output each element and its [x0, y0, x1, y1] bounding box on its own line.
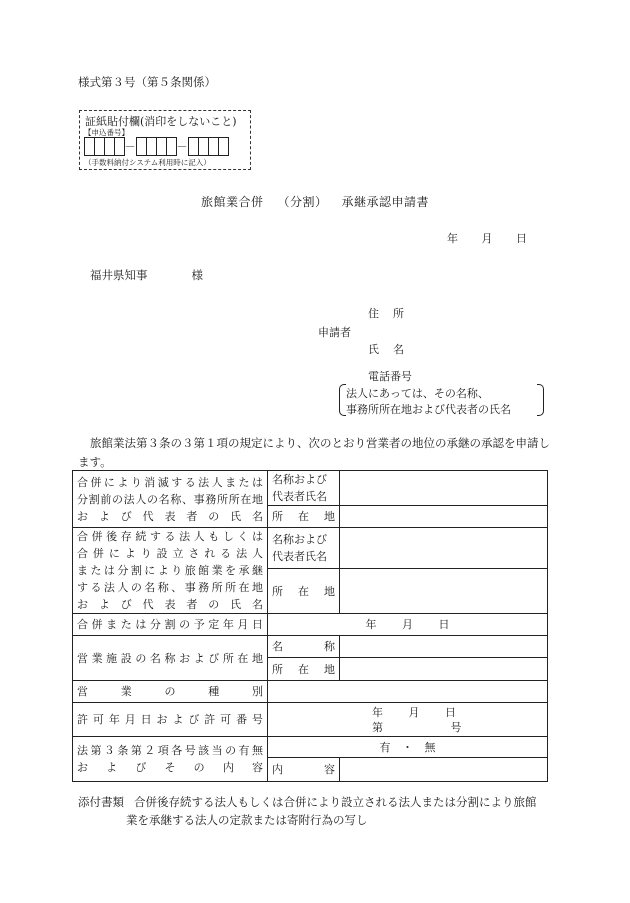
corporation-note-line1: 法人にあっては、その名称、: [346, 387, 489, 400]
address-label: 住所: [368, 307, 418, 320]
application-number-label: 【申込番号】: [84, 128, 129, 137]
representative-label: 名称および 代表者氏名: [268, 528, 340, 569]
title-rest: 承継承認申請書: [341, 195, 430, 209]
table-row: [73, 614, 548, 636]
yes-no-choice[interactable]: 有 ・ 無: [268, 737, 548, 758]
dissolving-corp-representative-field[interactable]: [340, 471, 548, 506]
permit-field[interactable]: [268, 703, 548, 737]
corporation-note: [346, 386, 511, 418]
table-row: [73, 636, 548, 658]
table-row: [73, 681, 548, 703]
content-label: 内容: [268, 758, 340, 782]
addressee-honorific: 様: [191, 268, 203, 282]
table-row: [73, 528, 548, 569]
applicant-label: 申請者: [318, 326, 351, 339]
business-type-heading: 営業の種別: [73, 681, 268, 703]
permit-number-value: 第 号: [372, 720, 462, 734]
attachment-label: 添付書類: [78, 795, 124, 809]
facility-location-label: 所在地: [268, 658, 340, 681]
stamp-title: 証紙貼付欄(消印をしないこと): [85, 115, 237, 128]
planned-date-heading: 合併または分割の予定年月日: [73, 614, 268, 636]
body-text: 旅館業法第３条の３第１項の規定により、次のとおり営業者の地位の承継の承認を申請します。: [78, 436, 550, 469]
facility-location-field[interactable]: [340, 658, 548, 681]
facility-name-label: 名称: [268, 636, 340, 658]
attachment-text-2: 業を承継する法人の定款または寄附行為の写し: [126, 813, 368, 827]
application-number-field[interactable]: [84, 137, 228, 155]
title-part: （分割）: [277, 195, 328, 209]
representative-label: 名称および 代表者氏名: [268, 471, 340, 506]
title-main: 旅館業合併: [200, 195, 264, 209]
application-date: 年 月 日: [447, 232, 527, 245]
successor-corp-location-field[interactable]: [340, 569, 548, 614]
table-row: [73, 471, 548, 506]
application-table: [72, 470, 548, 782]
facility-name-field[interactable]: [340, 636, 548, 658]
dissolving-corp-location-field[interactable]: [340, 506, 548, 528]
number-separator: －: [124, 139, 136, 153]
bracket-right: [537, 384, 544, 416]
planned-date-field[interactable]: 年 月 日: [268, 614, 548, 636]
successor-corp-representative-field[interactable]: [340, 528, 548, 569]
attachment: [78, 793, 537, 812]
table-row: [73, 703, 548, 737]
location-label: 所在地: [268, 569, 340, 614]
attachment-text-1: 合併後存続する法人もしくは合併により設立される法人または分割により旅館: [134, 795, 537, 809]
corporation-note-line2: 事務所所在地および代表者の氏名: [346, 403, 511, 416]
location-label: 所在地: [268, 506, 340, 528]
number-separator: －: [176, 139, 188, 153]
form-number: 様式第３号（第５条関係）: [78, 75, 216, 89]
bracket-left: [339, 384, 346, 416]
addressee: [90, 267, 203, 283]
permit-date-value: 年 月 日: [372, 705, 456, 719]
dissolving-corp-heading: 合併により消滅する法人または 分割前の法人の名称、事務所所在地 および代表者の氏名: [73, 471, 268, 528]
phone-label: 電話番号: [368, 370, 412, 383]
permit-heading: 許可年月日および許可番号: [73, 703, 268, 737]
stamp-note: （手数料納付システム利用時に記入）: [84, 158, 211, 167]
name-label: 氏名: [368, 343, 418, 356]
business-type-field[interactable]: [268, 681, 548, 703]
table-row: [73, 737, 548, 758]
addressee-name: 福井県知事: [90, 268, 148, 282]
applicability-heading: 法第３条第２項各号該当の有無 およびその内容: [73, 737, 268, 782]
document-title: [0, 193, 630, 210]
successor-corp-heading: 合併後存続する法人もしくは 合併により設立される法人 または分割により旅館業を承継 する法人の名称、事務所所在地 および代表者の氏名: [73, 528, 268, 614]
content-field[interactable]: [340, 758, 548, 782]
facility-heading: 営業施設の名称および所在地: [73, 636, 268, 681]
